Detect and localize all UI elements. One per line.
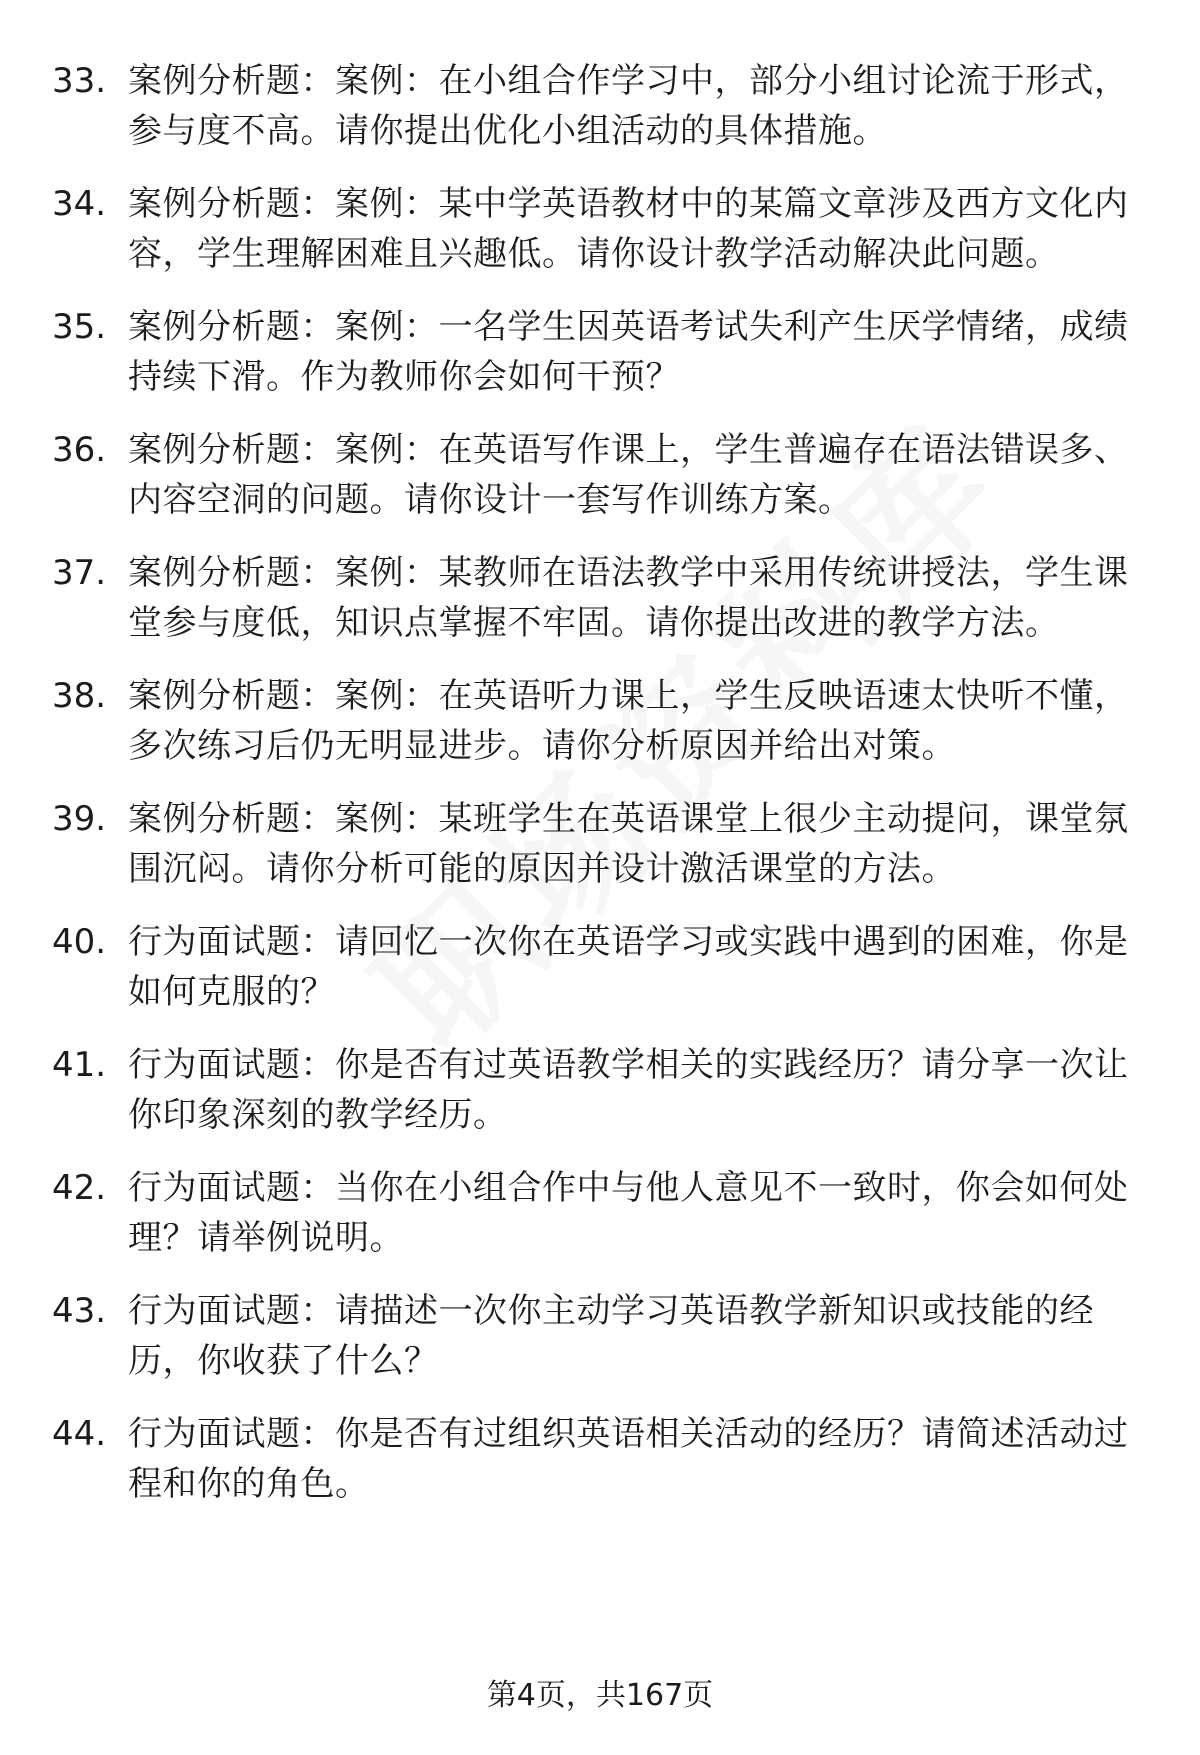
question-text: 行为面试题：当你在小组合作中与他人意见不一致时，你会如何处理？请举例说明。: [128, 1168, 1129, 1258]
question-text: 行为面试题：你是否有过组织英语相关活动的经历？请简述活动过程和你的角色。: [128, 1414, 1129, 1504]
question-text: 案例分析题：案例：某中学英语教材中的某篇文章涉及西方文化内容，学生理解困难且兴趣低。请你设计教学活动解决此问题。: [128, 184, 1129, 274]
question-item: [0, 790, 1200, 913]
question-number: 35.: [52, 307, 107, 347]
question-item: [0, 1036, 1200, 1159]
question-number: 34.: [52, 184, 107, 224]
question-item: [0, 1159, 1200, 1282]
question-text: 行为面试题：请描述一次你主动学习英语教学新知识或技能的经历，你收获了什么？: [128, 1291, 1094, 1381]
question-text: 案例分析题：案例：某班学生在英语课堂上很少主动提问，课堂氛围沉闷。请你分析可能的原因并设计激活课堂的方法。: [128, 799, 1129, 889]
question-number: 38.: [52, 676, 107, 716]
question-number: 37.: [52, 553, 107, 593]
question-text: 案例分析题：案例：在小组合作学习中，部分小组讨论流于形式，参与度不高。请你提出优化小组活动的具体措施。: [128, 61, 1129, 151]
page-footer: 第4页，共167页: [486, 1678, 714, 1713]
question-number: 39.: [52, 799, 107, 839]
question-number: 42.: [52, 1168, 107, 1208]
question-item: [0, 1282, 1200, 1405]
question-text: 案例分析题：案例：在英语听力课上，学生反映语速太快听不懂，多次练习后仍无明显进步。请你分析原因并给出对策。: [128, 676, 1129, 766]
question-number: 44.: [52, 1414, 107, 1454]
question-number: 41.: [52, 1045, 107, 1085]
question-text: 案例分析题：案例：一名学生因英语考试失利产生厌学情绪，成绩持续下滑。作为教师你会如何干预？: [128, 307, 1129, 397]
question-number: 43.: [52, 1291, 107, 1331]
question-number: 33.: [52, 61, 107, 101]
question-text: 案例分析题：案例：在英语写作课上，学生普遍存在语法错误多、内容空洞的问题。请你设计一套写作训练方案。: [128, 430, 1129, 520]
question-list: [0, 52, 1200, 1528]
question-number: 36.: [52, 430, 107, 470]
question-item: [0, 52, 1200, 175]
question-item: [0, 667, 1200, 790]
question-item: [0, 298, 1200, 421]
question-item: [0, 421, 1200, 544]
question-number: 40.: [52, 922, 107, 962]
question-text: 行为面试题：你是否有过英语教学相关的实践经历？请分享一次让你印象深刻的教学经历。: [128, 1045, 1129, 1135]
question-item: [0, 913, 1200, 1036]
question-item: [0, 1405, 1200, 1528]
question-text: 行为面试题：请回忆一次你在英语学习或实践中遇到的困难，你是如何克服的？: [128, 922, 1129, 1012]
question-item: [0, 175, 1200, 298]
question-item: [0, 544, 1200, 667]
question-text: 案例分析题：案例：某教师在语法教学中采用传统讲授法，学生课堂参与度低，知识点掌握不牢固。请你提出改进的教学方法。: [128, 553, 1129, 643]
